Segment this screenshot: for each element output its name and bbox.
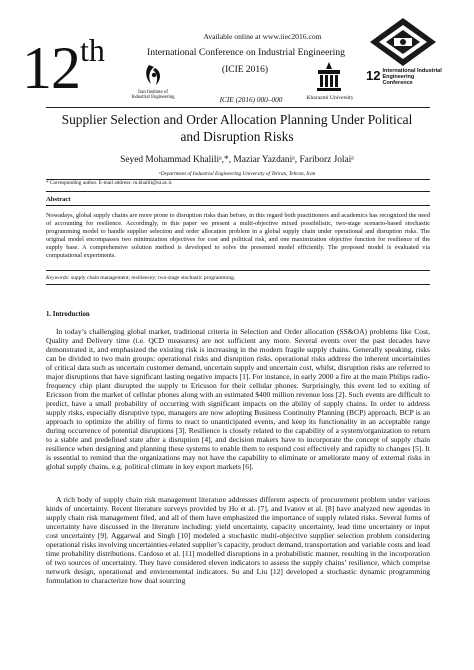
journal-reference: ICIE (2016) 000–000 [219, 95, 283, 104]
emblem-label: International Industrial Engineering Conference [382, 68, 442, 86]
conference-emblem-text [366, 69, 444, 86]
keywords-bottom-rule [46, 284, 430, 285]
keywords-label: Keywords: [46, 275, 70, 281]
conference-name: International Conference on Industrial Engineering [147, 47, 345, 58]
abstract-heading-rule [46, 205, 430, 206]
abstract-text: Nowadays, global supply chains are more prone to disruption risks than before, in this regard both practitioners and academics has recognized the need of accounting for resilience. Accordingly, in this paper we present a multi-objective mixed possibilistic, two-stage scenario-based stochastic programming model to handle supplier selection and order allocation problem in a global supply chain under operational and disruption risks. The original model encompasses two minimization objectives for cost and political risk, and one maximization objective function for resilience of the supply base. A comprehensive solution method is developed to solve the presented model efficiently. The proposed model is evaluated via computational experiments. [46, 212, 430, 260]
author-list: Seyed Mohammad Khaliliᵃ,*, Maziar Yazdaniᵃ, Fariborz Jolaiᵃ [120, 155, 354, 165]
intro-paragraph-2 [46, 495, 430, 585]
intro-paragraph-1 [46, 327, 430, 471]
keywords-list: supply chain management; resiliencey; two-stage stochastic programming. [69, 275, 236, 281]
affiliation: ᵃDepartment of Industrial Engineering University of Tehran, Tehran, Iran [158, 171, 316, 177]
available-online: Available online at www.iiec2016.com [203, 32, 322, 41]
intro-paragraph-1-text: In today’s challenging global market, traditional criteria in Selection and Order allocation (SS&OA) problems like Cost, Quality and Delivery time (i.e. QCD measures) are not sufficient any more. Several events over the past decades have demonstrated it, and emphasized the existing risk is increasing in the modern fragile supply chains. Generally speaking, risks can be divided to two main groups: operational risks and disruption risks. operational risks address the inherent uncertainties of critical data such as uncertain customer demand, uncertain supply and uncertain cost, whilst, disruption risks are referred to major disruptions that have significant lasting negative impacts [1]. For instance, in early 2000 a fire at the main Philips radio-frequency chip plant disrupted the supply to Ericsson for their cellular phones. Surprisingly, this event led to exiting of Ericsson from the market of cellular phones along with an estimated $400 million revenue loss [2]. Such events are difficult to predict, have a small probability of occurring with significant impacts on the ability of supply chains. In order to address supply risks, especially disruptive type, managers are now adopting Business Continuity Planning (BCP) approach. BCP is an approach to optimize the ability of firms to react to unanticipated events, and keep its functionality in an acceptable range during occurrence of potential disruptions [3]. Resilience is closely related to the capability of a system/organization to return to a stable and predefined state after a disruption [4], and decision makers have to incorporate the concept of supply chain resilience when designing and planning these systems to enable them to respond cost effectively and rapidly to changes [5]. It is essential to remind that the organizations may not have the capability to eliminate or ameliorate many of external risks in global supply chains, e.g. political climate in key export markets [6]. [46, 327, 430, 472]
keywords-line [46, 275, 430, 281]
corresponding-author: * Corresponding author. E-mail address: m.khalili@ut.ac.ir. [46, 180, 173, 186]
conference-emblem-icon [366, 16, 440, 73]
paper-title: Supplier Selection and Order Allocation Planning Under Political and Disruption Risks [61, 112, 413, 144]
conference-short: (ICIE 2016) [221, 65, 269, 75]
iiie-logo-icon [141, 62, 167, 93]
kharazmi-logo-icon [312, 60, 346, 99]
edition-mark [22, 26, 105, 101]
kharazmi-caption: Kharazmi University [306, 95, 354, 101]
section-heading: 1. Introduction [46, 311, 90, 318]
abstract-heading: Abstract [46, 196, 71, 203]
emblem-number: 12 [366, 68, 381, 83]
header-rule [46, 107, 430, 108]
iiie-logo-caption: Iran Institute of Industrial Engineering [131, 90, 175, 100]
intro-paragraph-2-text: A rich body of supply chain risk management literature addresses different aspects of procurement problem under various kinds of uncertainty. Recent literature surveys provided by Ho et al. [7], and Ivanov et al. [8] have analyzed new agendas in supply chain risk management filed, and all of them have emphasized the importance of supply related risks. Several forms of uncertainty have discussed in the literature including: yield uncertainty, capacity uncertainty, lead time uncertainty or input cost uncertainty [9]. Aggarwal and Singh [10] modeled a stochastic multi-objective supplier selection problem considering operational risks involving uncertainties-related supplier’s capacity, product demand, transportation and variable costs and lead time probability distributions. Cardoso et al. [11] modelled disruptions in a probabilistic manner, resulting in the incorporation of two sources of uncertainty. They have considered eleven indicators to assess the supply chains’ resilience, which comprise network design, operational and environmental indicators. Su and Liu [12] developed a stochastic dynamic programming formulation to characterize how dual sourcing [46, 495, 430, 586]
edition-suffix: th [80, 32, 105, 68]
abstract-top-rule [46, 191, 430, 192]
edition-number: 12 [22, 35, 80, 101]
keywords-rule [46, 270, 430, 271]
